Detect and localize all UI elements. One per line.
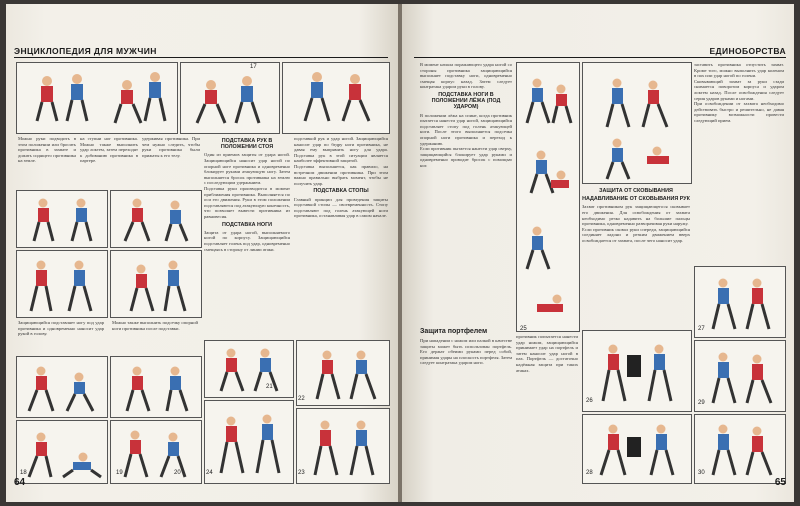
- figure-number: 17: [250, 64, 257, 70]
- figure-number: 27: [698, 326, 705, 332]
- fighter-blue: [145, 72, 165, 121]
- right-page: [402, 4, 794, 502]
- section-heading: Защита портфелем: [420, 328, 488, 335]
- text-column: Можно также выполнить подсечку опорной ноги противника после подставки.: [112, 320, 198, 331]
- text-column: В момент начала поражающего удара ногой со стороны противника защищающийся выполняет подставку ноги, одновременно смещая корпус назад. Затем следует контратака ударом руки в голову. ПОДСТАВКА НОГИ В ПОЛОЖЕНИИ ЛЁЖА (ПОД УДАРОМ) В положении лёжа на спине, когда противник пытается нанести удар ногой, защищающийся подставляет стопу под голень атакующей ноги. После этого выполняется подсечка опорной ноги противника и переход к удержанию. Если противник пытается нанести удар сверху, защищающийся блокирует удар руками и одновременно проводит бросок с помощью ног.: [420, 62, 512, 168]
- text-column: подставкой рук и удар ногой. Защищающийся наносит удар по бедру ноги противника, не давая ему выпрямить ногу для удара. Подставка рук в этой ситуации является наиболее эффективной защитой. Подставка выполняется, как правило, на встречном движении противника. При этом важно правильно выбрать момент, чтобы не получить удар. ПОДСТАВКА СТОПЫ Главный принцип для проведения защиты подставкой стопы — своевременность. Стопу подставляют под голень атакующей ноги противника, останавливая удар в самом начале.: [294, 136, 388, 219]
- section-heading: ПОДСТАВКА СТОПЫ: [313, 188, 369, 195]
- text-column: противник попытается нанести удар ножом, защищающийся принимает удар на портфель и затем наносит удар ногой в пах. Портфель — достаточно надёжная защита при таких атаках.: [516, 334, 578, 373]
- text-column: Защищающийся подставляет ногу под удар противника и одновременно наносит удар рукой в голову.: [18, 320, 104, 337]
- illustration-fig-22: [204, 400, 294, 484]
- section-heading: ПОДСТАВКА НОГИ В ПОЛОЖЕНИИ ЛЁЖА (ПОД УДАРОМ): [431, 91, 501, 111]
- header-rule: [414, 57, 786, 58]
- illustration-fig-29: [694, 340, 786, 412]
- section-heading: ПОДСТАВКА НОГИ: [221, 221, 273, 228]
- figure-number: 28: [586, 470, 593, 476]
- illustration-fig-26: [582, 330, 692, 412]
- figure-number: 19: [116, 470, 123, 476]
- page-number-right: 65: [774, 477, 786, 488]
- figure-number: 21: [266, 384, 273, 390]
- illustration-row: [16, 250, 108, 318]
- illustration-row: [16, 420, 108, 484]
- illustration-fig-17: [180, 62, 280, 134]
- text-column: заставить противника отпустить захват. Кроме того, можно выполнить удар коленом в пах или удар ногой по голени. Сковывающий захват за руки сзади снимается поворотом корпуса и ударом локтем назад. После освобождения следует серия ударов руками и ногами. При освобождении от захвата необходимо действовать быстро и решительно, не давая противнику возможности провести следующий прием.: [694, 62, 784, 123]
- illustration-row: [16, 356, 108, 418]
- running-head-left: ЭНЦИКЛОПЕДИЯ ДЛЯ МУЖЧИН: [14, 46, 157, 56]
- illustration-fig-28: [582, 414, 692, 484]
- figure-number: 22: [298, 396, 305, 402]
- illustration-block: [582, 62, 692, 184]
- fighter-blue: [67, 74, 87, 121]
- illustration-row: [110, 420, 202, 484]
- illustration-row: [110, 250, 202, 318]
- illustration-fig-23: [296, 340, 390, 406]
- text-column: ПОДСТАВКА РУК В ПОЛОЖЕНИИ СТОЯ Один из приемов защиты от удара ногой. Защищающийся наносит удар ногой по опорной ноге противника и одновременно блокирует руками атакующую ногу. Затем выполняется бросок противника на землю с последующим удержанием. Подставка руки производится в момент приближения противника. Выполняется по оси его движения. Руки в этом положении подставляются под атакующую конечность, что позволяет вывести противника из равновесия. ПОДСТАВКА НОГИ Защита от удара ногой, выполняемого ногой по корпусу. Защищающийся подставляет голень под удар, одновременно смещаясь в сторону от линии атаки.: [204, 138, 290, 252]
- left-page: [6, 4, 398, 502]
- figure-number: 23: [298, 470, 305, 476]
- figure-number: 30: [698, 470, 705, 476]
- text-column: удерживая противника. При чем нужно следить, чтобы руки противника были прижаты к его телу.: [142, 136, 200, 158]
- illustration-row: [110, 190, 202, 248]
- illustration-fig-24: [296, 408, 390, 484]
- figure-number: 26: [586, 398, 593, 404]
- illustration-fig-30: [694, 414, 786, 484]
- section-heading: ПОДСТАВКА РУК В ПОЛОЖЕНИИ СТОЯ: [220, 138, 274, 151]
- figure-number: 29: [698, 400, 705, 406]
- fighter-red: [115, 80, 141, 123]
- martial-arts-illustration: [17, 63, 177, 133]
- section-heading: ЗАЩИТА ОТ СКОВЫВАНИЯ: [599, 188, 673, 194]
- martial-arts-illustration: [283, 63, 389, 133]
- illustration-row: [16, 190, 108, 248]
- illustration-row: [110, 356, 202, 418]
- header-rule: [14, 57, 388, 58]
- text-column: Защита портфелем При нападении с ножом или палкой в качестве защиты может быть использован портфель. Его держат обеими руками перед собой, принимая удары на плоскость портфеля. Затем следует контратака ударом ноги.: [420, 328, 512, 366]
- figure-number: 25: [520, 326, 527, 332]
- fighter-red: [37, 76, 57, 121]
- figure-number: 18: [20, 470, 27, 476]
- illustration-top-right: [282, 62, 390, 134]
- text-column: Можно руки подводить в этом положении или бросить противника в захвате и дожать сидящего противника на земле.: [18, 136, 76, 164]
- running-head-right: ЕДИНОБОРСТВА: [709, 46, 786, 56]
- figure-number: 24: [206, 470, 213, 476]
- martial-arts-illustration: [181, 63, 279, 133]
- illustration-fig-21: [204, 340, 294, 398]
- illustration-column: [516, 62, 580, 332]
- text-column: ЗАЩИТА ОТ СКОВЫВАНИЯ НАДАВЛИВАНИЕ ОТ СКОВЫВАНИЯ РУК Захват противником рук защищающегося сковывает его движения. Для освобождения от захвата необходимо резко надавить на большие пальцы противника, одновременно разворачивая руки наружу. Если противник сковал руки спереди, защищающийся соединяет ладони и резким движением вверх освобождается от захвата, после чего наносит удар.: [582, 188, 690, 243]
- page-number-left: 64: [14, 477, 26, 488]
- illustration-fig-27: [694, 266, 786, 338]
- section-heading: НАДАВЛИВАНИЕ ОТ СКОВЫВАНИЯ РУК: [582, 196, 690, 203]
- book-spread: [6, 4, 794, 502]
- illustration-top-left: [16, 62, 178, 134]
- text-column: на ступни ног противника. Можно также выполнить удар локтем, затем переходят к добиванию противника в партере.: [80, 136, 138, 164]
- figure-number: 20: [174, 470, 181, 476]
